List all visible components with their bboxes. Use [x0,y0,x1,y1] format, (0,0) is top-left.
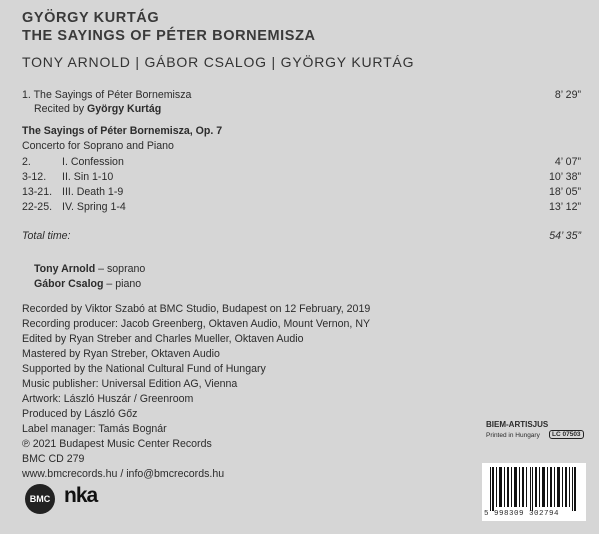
movement-number: 2. [22,156,31,168]
credit-line: Artwork: László Huszár / Greenroom [22,393,194,405]
credit-line: www.bmcrecords.hu / info@bmcrecords.hu [22,468,225,480]
credit-line: ℗ 2021 Budapest Music Center Records [22,438,212,450]
work-title: The Sayings of Péter Bornemisza, Op. 7 [22,125,223,137]
movement-duration: 18’ 05” [549,186,581,198]
performer-line [34,278,141,290]
credit-line: Recorded by Viktor Szabó at BMC Studio, Budapest on 12 February, 2019 [22,303,371,315]
track1-duration: 8’ 29” [554,89,581,101]
credit-line: Supported by the National Cultural Fund of Hungary [22,363,266,375]
album-title: THE SAYINGS OF PÉTER BORNEMISZA [22,28,316,44]
movement-number: 3-12. [22,171,47,183]
performer-role: – soprano [98,263,146,275]
movement-name: II. Sin 1-10 [62,171,114,183]
recited-label: Recited by [34,103,85,115]
total-time-value: 54’ 35” [549,230,581,242]
nka-logo: nka [64,484,98,507]
total-time-label: Total time: [22,230,71,242]
biem-artisjus: BIEM-ARTISJUS [486,420,549,429]
movement-name: IV. Spring 1-4 [62,201,126,213]
credit-line: Edited by Ryan Streber and Charles Mueller, Oktaven Audio [22,333,304,345]
barcode [482,463,586,521]
artists-line: TONY ARNOLD | GÁBOR CSALOG | GYÖRGY KURTÁG [22,54,415,70]
performer-line [34,263,145,275]
printed-in: Printed in Hungary [486,432,540,439]
track1-recited [34,103,161,115]
movement-number: 22-25. [22,201,53,213]
movement-name: III. Death 1-9 [62,186,124,198]
credit-line: Label manager: Tamás Bognár [22,423,167,435]
movement-duration: 4’ 07” [554,156,581,168]
credit-line: Music publisher: Universal Edition AG, Vienna [22,378,238,390]
movement-duration: 10’ 38” [549,171,581,183]
composer-title: GYÖRGY KURTÁG [22,10,160,26]
credit-line: Recording producer: Jacob Greenberg, Oktaven Audio, Mount Vernon, NY [22,318,371,330]
credit-line: BMC CD 279 [22,453,85,465]
bmc-logo: BMC [25,484,55,514]
track1-title: 1. The Sayings of Péter Bornemisza [22,89,192,101]
movement-duration: 13’ 12” [549,201,581,213]
credit-line: Produced by László Gőz [22,408,138,420]
credit-line: Mastered by Ryan Streber, Oktaven Audio [22,348,220,360]
performer-role: – piano [106,278,142,290]
lc-code: LC 07503 [549,430,584,439]
work-subtitle: Concerto for Soprano and Piano [22,140,174,152]
barcode-digits: 5 998309 302794 [484,510,560,518]
recited-by-name: György Kurtág [87,103,162,115]
movement-name: I. Confession [62,156,124,168]
movement-number: 13-21. [22,186,53,198]
performer-name: Tony Arnold [34,263,96,275]
performer-name: Gábor Csalog [34,278,104,290]
